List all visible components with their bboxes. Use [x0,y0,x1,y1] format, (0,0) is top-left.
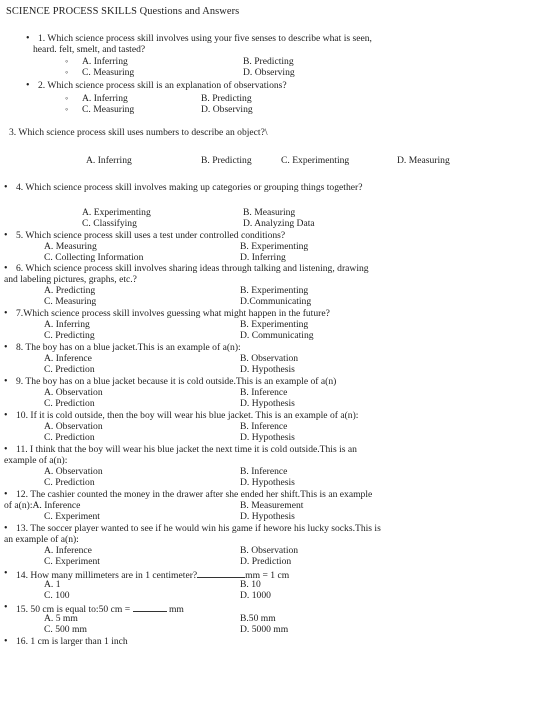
question-8-option-c: C. Prediction [44,364,95,375]
question-1-text: • 1. Which science process skill involves using your five senses to describe what is seen, [38,34,372,44]
question-1-option-d: D. Observing [243,67,295,78]
question-9-option-b: B. Inference [240,387,288,398]
question-10-text: • 10. If it is cold outside, then the boy will wear his blue jacket. This is an example of a(n): [16,411,358,421]
question-8-text: • 8. The boy has on a blue jacket.This is an example of a(n): [16,343,241,353]
question-4-option-d: D. Analyzing Data [243,218,315,229]
question-9-option-c: C. Prediction [44,398,95,409]
question-13-option-a: A. Inference [44,545,92,556]
question-6-text: • 6. Which science process skill involves sharing ideas through talking and listening, drawing [16,264,369,274]
question-11-option-d: D. Hypothesis [240,477,295,488]
question-1-text-cont: heard. felt, smelt, and tasted? [33,44,146,55]
question-2-option-b: B. Predicting [201,93,252,104]
question-3-option-d: D. Measuring [397,155,450,166]
question-14-option-b: B. 10 [240,579,261,590]
question-12-option-d: D. Hypothesis [240,511,295,522]
question-12-option-b: B. Measurement [240,500,304,511]
question-11-option-b: B. Inference [240,466,288,477]
question-14-unit: mm = 1 cm [245,570,290,581]
question-9-option-a: A. Observation [44,387,103,398]
question-10-option-b: B. Inference [240,421,288,432]
question-2-option-d: D. Observing [201,104,253,115]
question-16-text: • 16. 1 cm is larger than 1 inch [16,637,128,647]
question-1-option-c: ◦ C. Measuring [82,68,134,78]
question-7-option-d: D. Communicating [240,330,314,341]
question-11-text: • 11. I think that the boy will wear his blue jacket the next time it is cold outside.This is an [16,445,357,455]
question-5-option-c: C. Collecting Information [44,252,144,263]
question-7-option-a: A. Inferring [44,319,90,330]
question-5-option-b: B. Experimenting [240,241,309,252]
question-12-text: • 12. The cashier counted the money in the drawer after she ended her shift.This is an example [16,490,372,500]
question-3-option-b: B. Predicting [201,155,252,166]
question-15-text [16,603,184,615]
question-2-option-a: ◦ A. Inferring [82,94,128,104]
question-14-prompt: 14. How many millimeters are in 1 centimeter? [16,570,198,581]
question-9-text: • 9. The boy has on a blue jacket because it is cold outside.This is an example of a(n) [16,377,336,387]
question-3-option-a: A. Inferring [86,155,132,166]
question-7-text: • 7.Which science process skill involves guessing what might happen in the future? [16,309,330,319]
question-6-option-a: A. Predicting [44,285,96,296]
question-4-text: • 4. Which science process skill involves making up categories or grouping things together? [16,183,362,193]
question-1-option-b: B. Predicting [243,56,294,67]
question-10-option-c: C. Prediction [44,432,95,443]
question-4-option-b: B. Measuring [243,207,296,218]
question-12-option-c: C. Experiment [44,511,100,522]
question-11-option-a: A. Observation [44,466,103,477]
question-6-text-cont: and labeling pictures, graphs, etc.? [4,274,137,285]
question-11-text-cont: example of a(n): [4,455,68,466]
question-5-text: • 5. Which science process skill uses a test under controlled conditions? [16,231,285,241]
question-3-text: 3. Which science process skill uses numbers to describe an object?\ [9,127,268,138]
question-10-option-a: A. Observation [44,421,103,432]
question-4-option-c: C. Classifying [82,218,137,229]
question-7-option-c: C. Predicting [44,330,95,341]
question-14-option-c: C. 100 [44,590,70,601]
question-15-option-a: A. 5 mm [44,613,78,624]
question-15-option-c: C. 500 mm [44,624,87,635]
question-6-option-b: B. Experimenting [240,285,309,296]
page-title: SCIENCE PROCESS SKILLS Questions and Answers [6,6,240,17]
question-6-option-d: D.Communicating [240,296,312,307]
question-6-option-c: C. Measuring [44,296,97,307]
question-14-option-d: D. 1000 [240,590,271,601]
question-14-option-a: A. 1 [44,579,61,590]
question-13-text-cont: an example of a(n): [4,534,79,545]
question-10-option-d: D. Hypothesis [240,432,295,443]
answer-blank [197,569,245,578]
question-9-option-d: D. Hypothesis [240,398,295,409]
question-2-option-c: ◦ C. Measuring [82,105,134,115]
question-8-option-d: D. Hypothesis [240,364,295,375]
answer-blank [133,603,167,612]
question-1-option-a: ◦ A. Inferring [82,57,128,67]
question-5-option-a: A. Measuring [44,241,97,252]
question-13-option-c: C. Experiment [44,556,100,567]
question-5-option-d: D. Inferring [240,252,286,263]
question-15-option-b: B.50 mm [240,613,276,624]
question-13-option-d: D. Prediction [240,556,292,567]
question-2-text: • 2. Which science process skill is an explanation of observations? [38,81,287,91]
question-11-option-c: C. Prediction [44,477,95,488]
question-8-option-b: B. Observation [240,353,299,364]
question-15-unit: mm [168,604,184,615]
question-13-text: • 13. The soccer player wanted to see if he would win his game if hewore his lucky socks.This is [16,524,381,534]
question-15-prompt: 15. 50 cm is equal to:50 cm = [16,604,131,615]
question-7-option-b: B. Experimenting [240,319,309,330]
question-3-option-c: C. Experimenting [281,155,350,166]
question-8-option-a: A. Inference [44,353,92,364]
question-12-text-cont: of a(n):A. Inference [4,500,81,511]
question-4-option-a: A. Experimenting [82,207,151,218]
question-13-option-b: B. Observation [240,545,299,556]
question-15-option-d: D. 5000 mm [240,624,289,635]
